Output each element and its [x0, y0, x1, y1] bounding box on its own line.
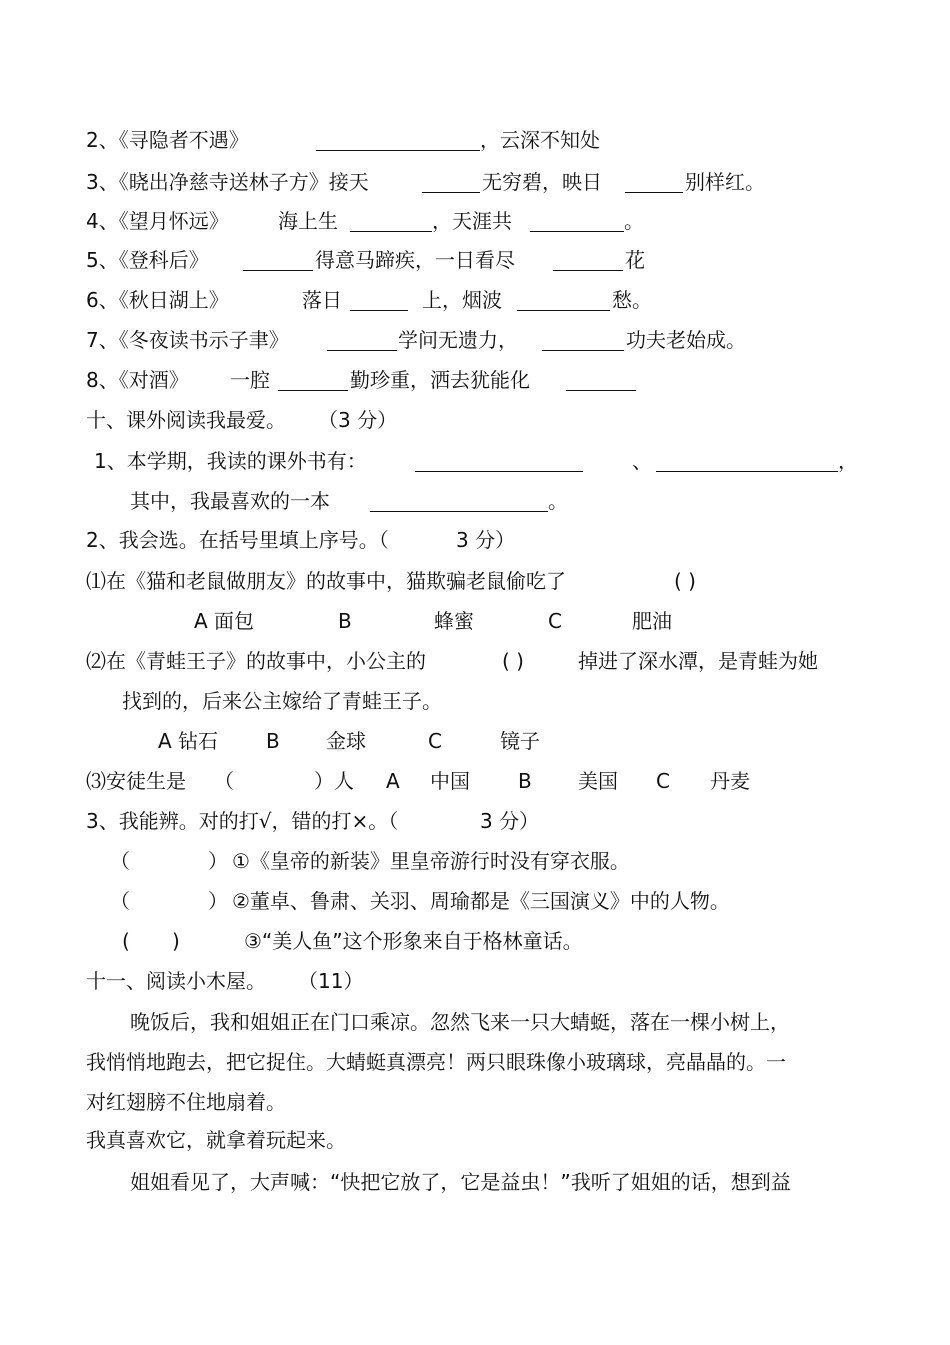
option-c-letter: C	[548, 609, 562, 633]
poem-title: 2、《寻隐者不遇》	[86, 128, 249, 152]
option-a: A 钻石	[158, 729, 219, 753]
section-score: （11）	[298, 969, 364, 993]
poem-text: 海上生	[278, 209, 338, 233]
poem-title: 4、《望月怀远》	[86, 209, 229, 233]
question-text: 找到的，后来公主嫁给了青蛙王子。	[122, 689, 442, 713]
poem-title: 3、《晓出净慈寺送林子方》接天	[86, 170, 369, 194]
passage-text: 对红翅膀不住地扇着。	[86, 1090, 286, 1114]
judge-text: ③“美人鱼”这个形象来自于格林童话。	[244, 929, 583, 953]
poem-title: 5、《登科后》	[86, 248, 209, 272]
passage-text: 姐姐看见了，大声喊：“快把它放了，它是益虫！”我听了姐姐的话，想到益	[130, 1170, 791, 1194]
answer-blank[interactable]	[327, 350, 397, 351]
answer-blank[interactable]	[350, 231, 432, 232]
question-text: ⑴在《猫和老鼠做朋友》的故事中，猫欺骗老鼠偷吃了	[86, 569, 566, 593]
question-score: 3 分）	[456, 528, 516, 552]
question-text: 。	[548, 489, 568, 513]
separator: ，	[838, 449, 858, 473]
option-a-letter: A	[386, 769, 400, 793]
poem-text: 。	[624, 209, 644, 233]
section-title: 十一、阅读小木屋。	[86, 969, 266, 993]
poem-title: 8、《对酒》	[86, 368, 189, 392]
judge-text: ①《皇帝的新装》里皇帝游行时没有穿衣服。	[232, 849, 630, 873]
option-b-text: 金球	[326, 729, 366, 753]
passage-text: 晚饭后，我和姐姐正在门口乘凉。忽然飞来一只大蜻蜓，落在一棵小树上，	[130, 1010, 790, 1034]
answer-blank[interactable]	[316, 150, 480, 151]
answer-paren[interactable]: ( )	[674, 569, 696, 593]
question-label: 3、我能辨。对的打√，错的打×。（	[86, 809, 399, 833]
option-b-text: 蜂蜜	[434, 609, 474, 633]
question-text: 其中，我最喜欢的一本	[130, 489, 330, 513]
option-c-letter: C	[428, 729, 442, 753]
answer-paren-open[interactable]: （	[214, 769, 234, 793]
question-text: ⑵在《青蛙王子》的故事中，小公主的	[86, 649, 426, 673]
answer-blank[interactable]	[278, 390, 348, 391]
option-b-letter: B	[338, 609, 352, 633]
poem-text: 得意马蹄疾，一日看尽	[315, 248, 515, 272]
question-label: 2、我会选。在括号里填上序号。（	[86, 528, 389, 552]
option-c-text: 镜子	[500, 729, 540, 753]
poem-title: 6、《秋日湖上》	[86, 288, 229, 312]
answer-blank[interactable]	[566, 390, 636, 391]
poem-text: 别样红。	[685, 170, 765, 194]
answer-blank[interactable]	[656, 471, 838, 472]
separator: 、	[632, 449, 652, 473]
answer-blank[interactable]	[415, 471, 583, 472]
option-c-text: 肥油	[632, 609, 672, 633]
option-c-letter: C	[656, 769, 670, 793]
answer-blank[interactable]	[350, 310, 408, 311]
poem-text: 落日	[302, 288, 342, 312]
option-a: A 面包	[194, 609, 255, 633]
answer-blank[interactable]	[243, 270, 313, 271]
passage-text: 我真喜欢它，就拿着玩起来。	[86, 1128, 346, 1152]
poem-text: 无穷碧，映日	[482, 170, 602, 194]
question-text: ⑶安徒生是	[86, 769, 186, 793]
question-label: 1、本学期，我读的课外书有：	[94, 449, 367, 473]
answer-paren-open[interactable]: （	[110, 889, 130, 913]
answer-blank[interactable]	[517, 310, 610, 311]
answer-blank[interactable]	[542, 350, 624, 351]
question-score: 3 分）	[480, 809, 540, 833]
answer-blank[interactable]	[370, 511, 548, 512]
option-c-text: 丹麦	[710, 769, 750, 793]
poem-text: 花	[625, 248, 645, 272]
option-b-letter: B	[266, 729, 280, 753]
answer-blank[interactable]	[553, 270, 623, 271]
answer-blank[interactable]	[422, 192, 480, 193]
passage-text: 我悄悄地跑去，把它捉住。大蜻蜓真漂亮！两只眼珠像小玻璃球，亮晶晶的。一	[86, 1050, 786, 1074]
section-title: 十、课外阅读我最爱。	[86, 408, 286, 432]
section-score: （3 分）	[318, 408, 398, 432]
answer-paren-close: ）人	[314, 769, 354, 793]
answer-blank[interactable]	[530, 231, 624, 232]
answer-blank[interactable]	[625, 192, 683, 193]
judge-text: ②董卓、鲁肃、关羽、周瑜都是《三国演义》中的人物。	[232, 889, 730, 913]
answer-paren-close: ）	[208, 849, 228, 873]
answer-paren-open[interactable]: (	[122, 929, 130, 953]
question-text: 掉进了深水潭，是青蛙为她	[578, 649, 818, 673]
poem-text: ，云深不知处	[480, 128, 600, 152]
poem-text: ，天涯共	[432, 209, 512, 233]
poem-text: 一腔	[230, 368, 270, 392]
poem-text: 学问无遗力，	[398, 328, 518, 352]
answer-paren[interactable]: ( )	[502, 649, 524, 673]
poem-text: 上，烟波	[422, 288, 502, 312]
answer-paren-close: )	[172, 929, 180, 953]
answer-paren-close: ）	[208, 889, 228, 913]
poem-text: 勤珍重，洒去犹能化	[350, 368, 530, 392]
option-b-text: 美国	[578, 769, 618, 793]
option-b-letter: B	[518, 769, 532, 793]
option-a-text: 中国	[430, 769, 470, 793]
poem-title: 7、《冬夜读书示子聿》	[86, 328, 289, 352]
poem-text: 愁。	[612, 288, 652, 312]
answer-paren-open[interactable]: （	[110, 849, 130, 873]
poem-text: 功夫老始成。	[626, 328, 746, 352]
